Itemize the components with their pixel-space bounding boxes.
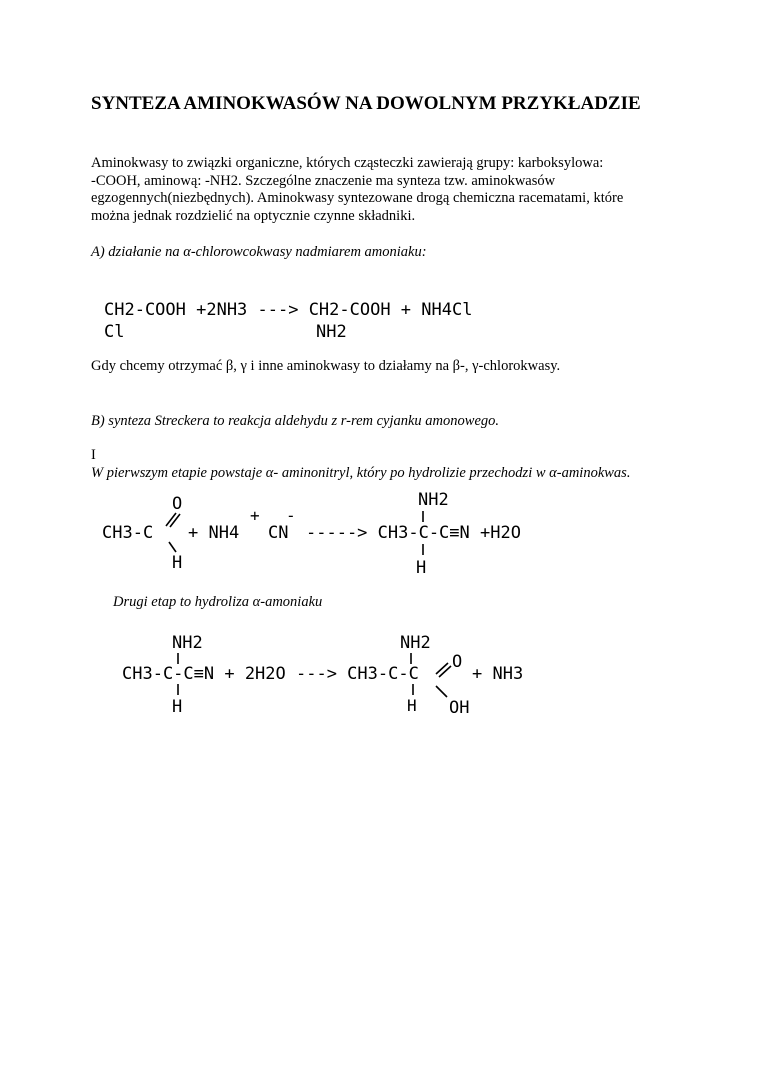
intro-paragraph <box>91 155 671 225</box>
reaction-b1-product-h-bond <box>420 543 426 557</box>
reaction-b1-ammonium: + NH4 <box>188 523 240 543</box>
reaction-b1-plus-charge: + <box>250 506 260 525</box>
roman-numeral-one: I <box>91 447 96 463</box>
reaction-b2-double-bond <box>434 660 454 678</box>
intro-line: Aminokwasy to związki organiczne, których cząsteczki zawierają grupy: karboksylowa: <box>91 155 604 171</box>
reaction-b2-left-h-bond <box>175 683 181 697</box>
intro-line: -COOH, aminową: -NH2. Szczególne znaczenie ma synteza tzw. aminokwasów <box>91 172 556 189</box>
intro-line: egzogennych(niezbędnych). Aminokwasy syntezowane drogą chemiczna racematami, które <box>91 190 624 206</box>
reaction-b2-hydroxyl: OH <box>449 698 470 718</box>
beta-gamma-paragraph: Gdy chcemy otrzymać β, γ i inne aminokwasy to działamy na β-, γ-chlorokwasy. <box>91 358 561 374</box>
reaction-b1-aldehyde-h: H <box>172 553 183 573</box>
reaction-b2-right-h: H <box>407 696 417 715</box>
reaction-a-equation: CH2-COOH +2NH3 ---> CH2-COOH + NH4Cl <box>104 300 473 320</box>
document-title: SYNTEZA AMINOKWASÓW NA DOWOLNYM PRZYKŁADZIE <box>91 93 641 114</box>
reaction-b1-product-nh2: NH2 <box>418 490 449 510</box>
reaction-b1-minus-charge: - <box>286 506 296 525</box>
reaction-b2-oh-bond <box>434 684 450 700</box>
reaction-a-substituent-nh2: NH2 <box>316 322 347 342</box>
section-a-heading: A) działanie na α-chlorowcokwasy nadmiarem amoniaku: <box>91 244 427 260</box>
section-b-heading: B) synteza Streckera to reakcja aldehydu z r-rem cyjanku amonowego. <box>91 413 500 429</box>
reaction-b2-carboxyl-oxygen: O <box>452 652 463 672</box>
reaction-b1-aldehyde: CH3-C <box>102 523 154 543</box>
reaction-b2-ammonia: + NH3 <box>472 664 524 684</box>
reaction-b2-equation: CH3-C-C≡N + 2H2O ---> CH3-C-C <box>122 664 419 684</box>
reaction-b2-left-nh2: NH2 <box>172 633 203 653</box>
reaction-a-substituent-cl: Cl <box>104 322 125 342</box>
intro-line: można jednak rozdzielić na optycznie czynne składniki. <box>91 207 416 224</box>
reaction-b1-product-nh2-bond <box>420 510 426 524</box>
reaction-b1-double-bond <box>162 510 182 530</box>
reaction-b2-left-h: H <box>172 697 183 717</box>
reaction-b1-product-h: H <box>416 558 427 578</box>
reaction-b2-right-nh2: NH2 <box>400 633 431 653</box>
reaction-b1-carbonyl-oxygen: O <box>172 494 183 514</box>
stage-one-paragraph: W pierwszym etapie powstaje α- aminonitryl, który po hydrolizie przechodzi w α-aminokwas. <box>91 465 631 481</box>
stage-two-paragraph: Drugi etap to hydroliza α-amoniaku <box>113 594 323 610</box>
reaction-b1-arrow-product: -----> CH3-C-C≡N +H2O <box>306 523 521 543</box>
reaction-b2-right-h-bond <box>410 683 416 697</box>
reaction-b1-cyanide: CN <box>268 523 289 543</box>
